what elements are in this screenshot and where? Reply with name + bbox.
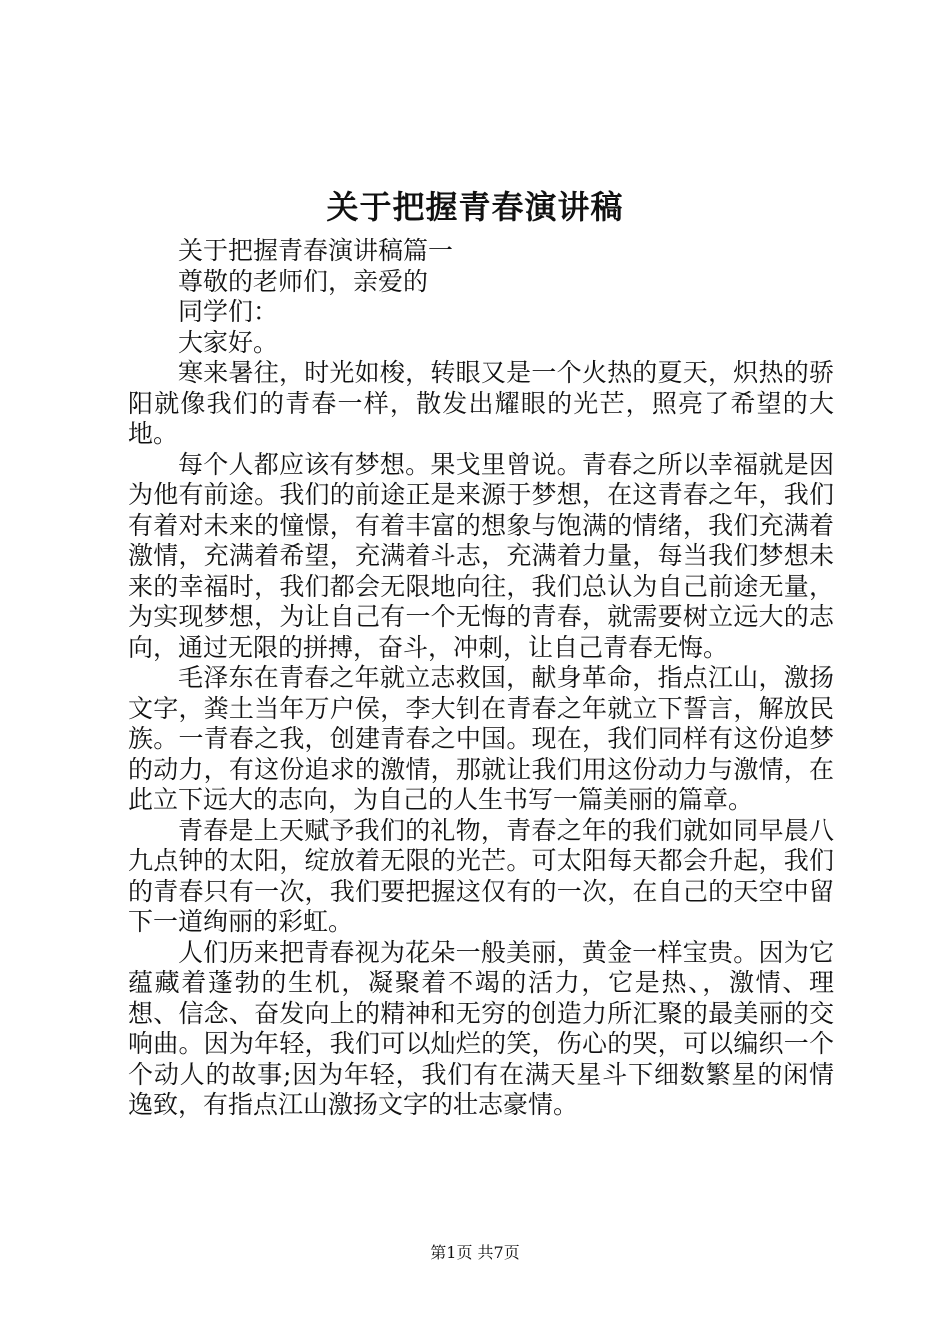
paragraph-greeting: 大家好。 (178, 327, 279, 357)
paragraph-heading: 关于把握青春演讲稿篇一 (178, 236, 454, 265)
paragraph: 寒来暑往，时光如梭，转眼又是一个火热的夏天，炽热的骄阳就像我们的青春一样，散发出耀眼的光芒，照亮了希望的大地。 (128, 358, 834, 448)
paragraph: 每个人都应该有梦想。果戈里曾说。青春之所以幸福就是因为他有前途。我们的前途正是来源于梦想，在这青春之年，我们有着对未来的憧憬，有着丰富的想象与饱满的情绪，我们充满着激情，充满着希望，充满着斗志，充满着力量，每当我们梦想未来的幸福时，我们都会无限地向往，我们总认为自己前途无量，为实现梦想，为让自己有一个无悔的青春，就需要树立远大的志向，通过无限的拼搏，奋斗，冲刺，让自己青春无悔。 (128, 449, 834, 662)
paragraph-salutation-cont: 同学们： (178, 297, 279, 326)
paragraph: 人们历来把青春视为花朵一般美丽，黄金一样宝贵。因为它蕴藏着蓬勃的生机，凝聚着不竭的活力，它是热、，激情、理想、信念、奋发向上的精神和无穷的创造力所汇聚的最美丽的交响曲。因为年轻，我们可以灿烂的笑，伤心的哭，可以编织一个个动人的故事;因为年轻，我们有在满天星斗下细数繁星的闲情逸致，有指点江山激扬文字的壮志豪情。 (128, 937, 834, 1119)
page-footer: 第1页 共7页 (430, 1243, 520, 1262)
paragraph: 青春是上天赋予我们的礼物，青春之年的我们就如同早晨八九点钟的太阳，绽放着无限的光芒。可太阳每天都会升起，我们的青春只有一次，我们要把握这仅有的一次，在自己的天空中留下一道绚丽的彩虹。 (128, 815, 834, 936)
paragraph: 毛泽东在青春之年就立志救国，献身革命，指点江山，激扬文字，粪土当年万户侯，李大钊在青春之年就立下誓言，解放民族。一青春之我，创建青春之中国。现在，我们同样有这份追梦的动力，有这份追求的激情，那就让我们用这份动力与激情，在此立下远大的志向，为自己的人生书写一篇美丽的篇章。 (128, 663, 834, 814)
document-title: 关于把握青春演讲稿 (326, 188, 624, 226)
paragraph-salutation: 尊敬的老师们，亲爱的 (178, 266, 429, 296)
document-body (128, 236, 834, 1121)
